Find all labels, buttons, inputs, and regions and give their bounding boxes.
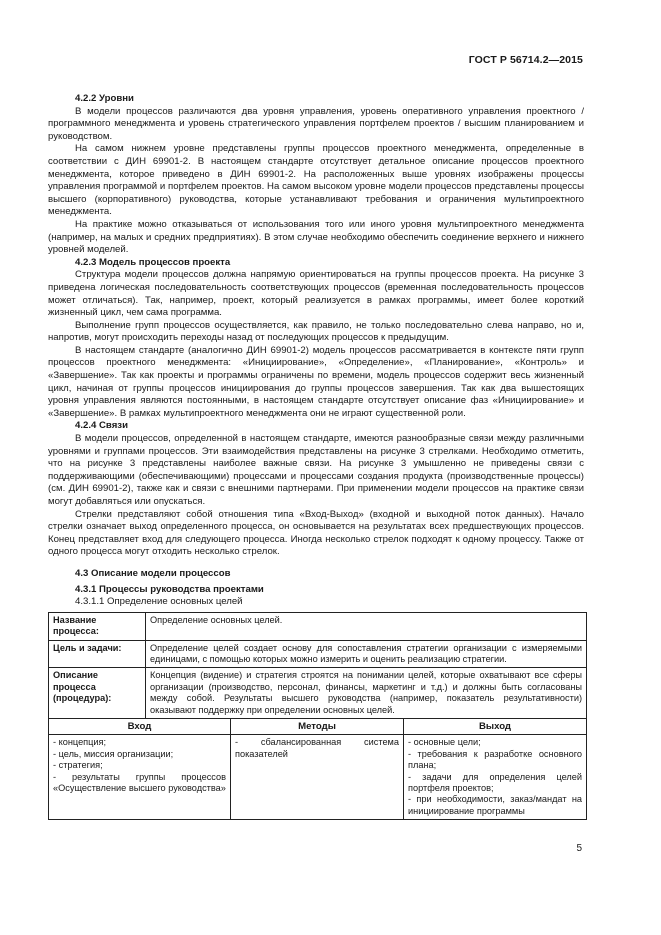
list-item: - результаты группы процессов «Осуществление высшего руководства» [53,771,226,794]
column-header-methods: Методы [231,719,404,735]
row-label: Название процесса: [49,612,146,640]
section-heading-4-2-2: 4.2.2 Уровни [75,93,134,104]
output-cell [404,735,587,820]
process-table [48,612,587,821]
list-item: - требования к разработке основного плана; [408,748,583,771]
list-item: - при необходимости, заказ/мандат на инициирование программы [408,794,583,816]
table-row [49,735,587,820]
paragraph: На практике можно отказываться от использования того или иного уровня мультипроектного менеджмента (например, на малых и средних предприятиях). В этом случае необходимо обеспечить соединение верхнего и нижнего уровней моделей. [48,218,584,256]
page-body [48,93,584,820]
paragraph: В модели процессов, определенной в настоящем стандарте, имеются разнообразные связи между различными уровнями и группами процессов. Эти взаимодействия представлены на рисунке 3 стрелками. Необходимо отметить, что на рисунке 3 представлены наиболее важные связи. На рисунке 3 умышленно не приведены связи с поддерживающими (обеспечивающими) процессами и процессами создания продукта (производственные процессы) (см. ДИН 69901-2), также как и связи с внешними партнерами. При применении модели процессов на практике связи могут добавляться или опускаться. [48,433,584,507]
paragraph: Выполнение групп процессов осуществляется, как правило, не только последовательно слева направо, но и, напротив, могут происходить переходы назад от последующих процессов к предыдущим. [48,319,584,344]
input-cell [49,735,231,820]
paragraph: Стрелки представляют собой отношения типа «Вход-Выход» (входной и выходной поток данных). Начало стрелки означает выход определенного процесса, он основывается на результатах всех предшествующих процессов. Конец представляет вход для следующего процесса. Иногда несколько стрелок подходят к одному процессу. Также от одного процесса могут отходить несколько стрелок. [48,508,584,558]
row-value: Определение целей создает основу для сопоставления стратегии организации с измеряемыми единицами, с помощью которых можно измерить и оценить реализацию стратегии. [146,640,587,668]
table-header-row [49,719,587,735]
paragraph: Структура модели процессов должна напрямую ориентироваться на группы процессов проекта. На рисунке 3 приведена логическая последовательность соответствующих процессов (временная последовательность процессов может отличаться). Так, например, проект, который реализуется в рамках программы, имеет более короткий жизненный цикл, чем сама программа. [48,269,584,319]
table-row [49,612,587,640]
page-number: 5 [576,843,582,854]
table-row [49,668,587,719]
column-header-output: Выход [404,719,587,735]
section-heading-4-2-3: 4.2.3 Модель процессов проекта [75,256,231,268]
list-item: - сбалансированная система показателей [235,737,399,759]
section-heading-4-2-4: 4.2.4 Связи [75,420,128,432]
column-header-input: Вход [49,719,231,735]
paragraph: В настоящем стандарте (аналогично ДИН 69901-2) модель процессов рассматривается в контексте пяти групп процессов проектного менеджмента: «Инициирование», «Определение», «Планирование», «Контроль» и «Завершение». Так как проекты и программы ограничены по времени, модель процессов содержит весь жизненный цикл, начиная от группы процессов инициирования до группы процессов завершения. Так как два вышестоящих уровня управления являются постоянными, в настоящем стандарте отсутствует описание фаз «Инициирование» и «Завершение». В рамках мультипроектного менеджмента они не играют существенной роли. [48,344,584,419]
row-value: Определение основных целей. [146,612,587,640]
section-heading-4-3-1: 4.3.1 Процессы руководства проектами [75,583,264,595]
list-item: - задачи для определения целей портфеля проектов; [408,771,583,794]
row-label: Цель и задачи: [49,640,146,668]
list-item: - цель, миссия организации; [53,748,174,759]
list-item: - стратегия; [53,760,103,771]
row-label: Описание процесса (процедура): [49,668,146,719]
methods-cell [231,735,404,820]
row-value: Концепция (видение) и стратегия строятся на понимании целей, которые охватывают все сферы организации (производство, персонал, финансы, маркетинг и т.д.) и должны быть согласованы между собой. Результаты высшего руководства (например, показатель результативности) оказывают поддержку при определении основных целей. [146,668,587,719]
list-item: - концепция; [53,737,107,748]
section-heading-4-3: 4.3 Описание модели процессов [75,567,231,579]
table-row [49,640,587,668]
document-code: ГОСТ Р 56714.2—2015 [468,54,583,66]
subsection-title-4-3-1-1: 4.3.1.1 Определение основных целей [75,596,243,608]
list-item: - основные цели; [408,737,481,748]
paragraph: На самом нижнем уровне представлены группы процессов проектного менеджмента, определенные в соответствии с ДИН 69901-2. В настоящем стандарте отсутствует детальное описание процессов проектного менеджмента, которое приведено в ДИН 69901-2. На расположенных выше уровнях изображены процессы управления программой и портфелем проектов. На самом высоком уровне модели процессов представлены процессы высшего (корпоративного) руководства, которые устанавливают требования и ограничения мультипроектного менеджмента. [48,143,584,218]
paragraph: В модели процессов различаются два уровня управления, уровень оперативного управления проектного / программного менеджмента и уровень стратегического управления портфелем проектов / высшим планированием и руководством. [48,105,584,142]
